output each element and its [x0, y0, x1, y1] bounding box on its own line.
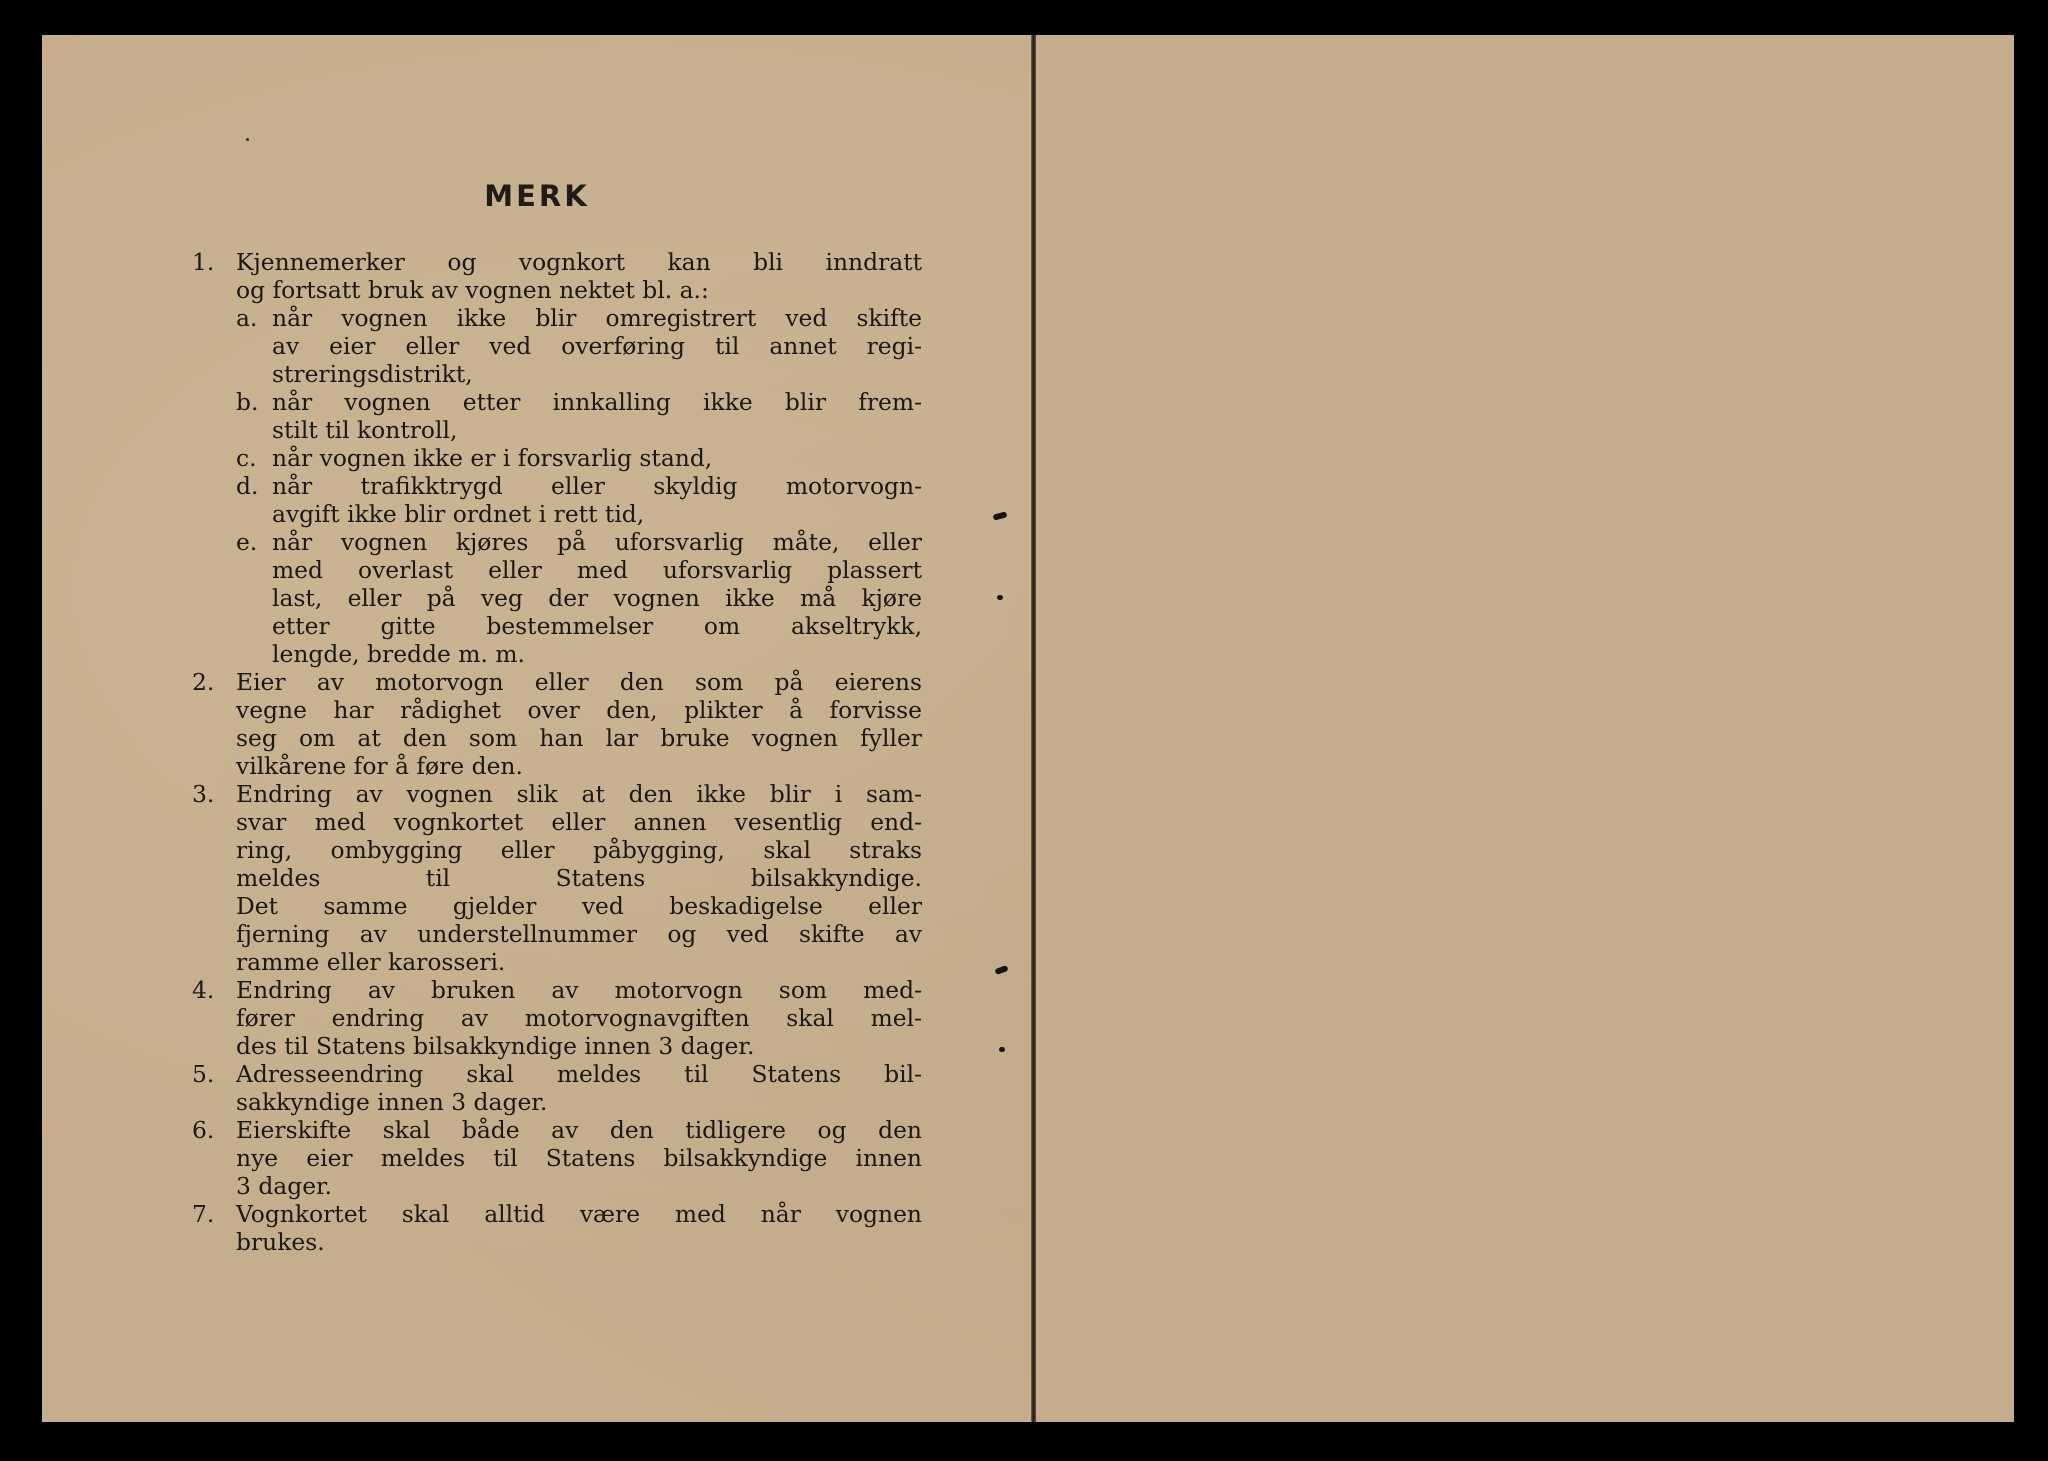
sub-item — [236, 528, 922, 668]
text-line: last, eller på veg der vognen ikke må kjøre — [272, 584, 922, 612]
text-line: med overlast eller med uforsvarlig plassert — [272, 556, 922, 584]
item-number: 2. — [192, 668, 215, 696]
text-line: vilkårene for å føre den. — [236, 752, 523, 780]
text-line: 3 dager. — [236, 1172, 333, 1200]
list-item — [192, 1200, 922, 1256]
item-number: 6. — [192, 1116, 215, 1144]
sub-item-letter: b. — [236, 388, 259, 416]
text-line: Endring av vognen slik at den ikke blir i sam- — [236, 780, 922, 808]
item-number: 4. — [192, 976, 215, 1004]
text-line: når vognen etter innkalling ikke blir frem- — [272, 388, 922, 416]
list-item — [192, 668, 922, 780]
item-number: 5. — [192, 1060, 215, 1088]
text-line: etter gitte bestemmelser om akseltrykk, — [272, 612, 922, 640]
sub-item — [236, 444, 922, 472]
paper-sheet — [42, 35, 2014, 1422]
list-item — [192, 248, 922, 668]
text-line: streringsdistrikt, — [272, 360, 473, 388]
sub-item-letter: e. — [236, 528, 258, 556]
text-line: og fortsatt bruk av vognen nektet bl. a.: — [236, 276, 709, 304]
text-line: Kjennemerker og vognkort kan bli inndratt — [236, 248, 922, 276]
text-line: ring, ombygging eller påbygging, skal straks — [236, 836, 922, 864]
text-line: av eier eller ved overføring til annet regi- — [272, 332, 922, 360]
text-line: når vognen kjøres på uforsvarlig måte, eller — [272, 528, 922, 556]
text-line: meldes til Statens bilsakkyndige. — [236, 864, 922, 892]
list-item — [192, 1060, 922, 1116]
text-line: des til Statens bilsakkyndige innen 3 dager. — [236, 1032, 755, 1060]
item-number: 7. — [192, 1200, 215, 1228]
right-page-blank — [1036, 35, 2014, 1422]
text-line: sakkyndige innen 3 dager. — [236, 1088, 548, 1116]
document-title: MERK — [484, 179, 590, 213]
item-number: 1. — [192, 248, 215, 276]
sub-item — [236, 388, 922, 444]
text-line: seg om at den som han lar bruke vognen fyller — [236, 724, 922, 752]
text-line: nye eier meldes til Statens bilsakkyndige innen — [236, 1144, 922, 1172]
text-line: Eierskifte skal både av den tidligere og den — [236, 1116, 922, 1144]
list-item — [192, 1116, 922, 1200]
text-line: Det samme gjelder ved beskadigelse eller — [236, 892, 922, 920]
sub-item-letter: a. — [236, 304, 258, 332]
text-line: brukes. — [236, 1228, 325, 1256]
text-line: svar med vognkortet eller annen vesentlig end- — [236, 808, 922, 836]
sub-item-letter: d. — [236, 472, 259, 500]
staple-mark — [999, 1047, 1005, 1052]
text-line: ramme eller karosseri. — [236, 948, 506, 976]
list-item — [192, 780, 922, 976]
text-line: Endring av bruken av motorvogn som med- — [236, 976, 922, 1004]
sub-item — [236, 304, 922, 388]
text-line: Eier av motorvogn eller den som på eierens — [236, 668, 922, 696]
text-line: vegne har rådighet over den, plikter å forvisse — [236, 696, 922, 724]
regulations-list — [192, 248, 922, 1256]
text-line: når vognen ikke er i forsvarlig stand, — [272, 444, 713, 472]
sub-item-letter: c. — [236, 444, 257, 472]
list-item — [192, 976, 922, 1060]
item-number: 3. — [192, 780, 215, 808]
text-line: når vognen ikke blir omregistrert ved skifte — [272, 304, 922, 332]
text-line: avgift ikke blir ordnet i rett tid, — [272, 500, 645, 528]
text-line: fører endring av motorvognavgiften skal mel- — [236, 1004, 922, 1032]
text-line: Adresseendring skal meldes til Statens bil- — [236, 1060, 922, 1088]
text-line: når trafikktrygd eller skyldig motorvogn- — [272, 472, 922, 500]
sub-item — [236, 472, 922, 528]
text-line: lengde, bredde m. m. — [272, 640, 525, 668]
paper-speck — [246, 138, 249, 141]
left-page — [42, 35, 1032, 1422]
text-line: fjerning av understellnummer og ved skifte av — [236, 920, 922, 948]
staple-mark — [997, 595, 1003, 600]
text-line: Vognkortet skal alltid være med når vognen — [236, 1200, 922, 1228]
text-line: stilt til kontroll, — [272, 416, 458, 444]
